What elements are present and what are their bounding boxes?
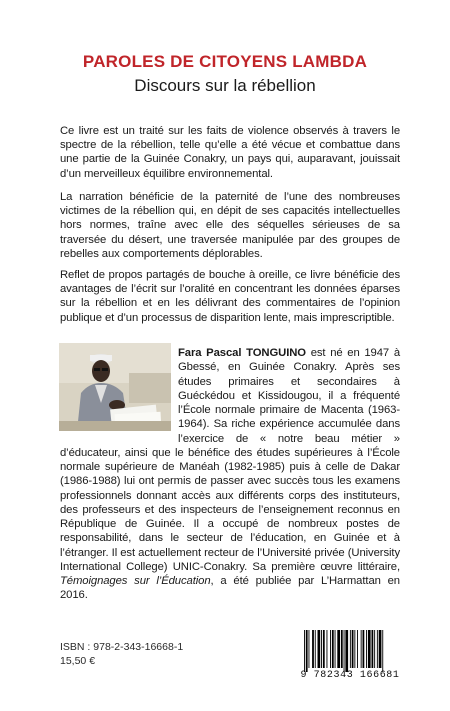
barcode-bar bbox=[318, 630, 321, 668]
barcode-bar bbox=[321, 630, 322, 668]
barcode-bar bbox=[361, 630, 362, 668]
price: 15,50 € bbox=[60, 655, 96, 667]
barcode-bar bbox=[330, 630, 331, 668]
barcode-bar bbox=[382, 630, 383, 672]
barcode bbox=[300, 630, 410, 672]
barcode-bar bbox=[332, 630, 334, 668]
isbn: ISBN : 978-2-343-16668-1 bbox=[60, 641, 184, 653]
author-name: Fara Pascal TONGUINO bbox=[178, 347, 306, 359]
barcode-bar bbox=[337, 630, 340, 668]
author-bio bbox=[60, 346, 400, 603]
isbn-block bbox=[60, 640, 183, 668]
barcode-bar bbox=[341, 630, 343, 668]
barcode-bar bbox=[323, 630, 325, 668]
book-title: PAROLES DE CITOYENS LAMBDA bbox=[82, 52, 368, 71]
barcode-bar bbox=[354, 630, 355, 668]
author-bio-text-end: , a été publiée par L’Harmattan en 2016. bbox=[60, 575, 400, 602]
barcode-bar bbox=[350, 630, 351, 668]
barcode-bar bbox=[345, 630, 348, 672]
author-bio-text: est né en 1947 à Gbessé, en Guinée Conakry. Après ses études primaires et secondaires à Guéckédou et Kissidougou, il a fréquenté l’École normale primaire de Macenta (1963-1964). Sa riche expérience accumulée dans l’exercice de « notre beau métier » d’éducateur, ainsi que le bénéfice des études supérieures à l’École normale supérieure de Manéah (1982-1985) puis à celle de Dakar (1986-1988) lui ont permis de passer avec succès tous les examens professionnels donnant accès aux différents corps des instituteurs, des professeurs et des inspecteurs de l’enseignement reconnus en République de Guinée. Il a occupé de nombreux postes de responsabilité, dans le secteur de l’éducation, en Guinée et à l’étranger. Il est actuellement recteur de l’Université privée (University International College) UNIC-Conakry. Sa première œuvre littéraire, bbox=[60, 347, 400, 573]
barcode-bar bbox=[372, 630, 374, 668]
previous-book-title: Témoignages sur l’Éducation bbox=[60, 575, 211, 587]
barcode-bar bbox=[374, 630, 375, 668]
barcode-bar bbox=[368, 630, 371, 668]
barcode-bar bbox=[352, 630, 354, 668]
blurb-paragraph-3: Reflet de propos partagés de bouche à oreille, ce livre bénéficie des avantages de l’écrit sur l’oralité en concentrant les données éparses sur la rébellion et en les délivrant des commentaires de l’opinion publique et d’un processus de disparition lente, mais imprescriptible. bbox=[60, 269, 400, 324]
barcode-bar bbox=[357, 630, 358, 668]
barcode-bar bbox=[377, 630, 378, 668]
barcode-bar bbox=[379, 630, 382, 668]
barcode-number: 9 782343 166681 bbox=[300, 670, 400, 681]
barcode-bar bbox=[312, 630, 314, 668]
barcode-bar bbox=[304, 630, 305, 672]
barcode-bar bbox=[315, 630, 316, 668]
barcode-bar bbox=[344, 630, 345, 672]
barcode-bar bbox=[309, 630, 310, 668]
barcode-bar bbox=[306, 630, 308, 672]
blurb-paragraph-2: La narration bénéficie de la paternité de l’une des nombreuses victimes de la rébellion qui, en dépit de ses capacités intellectuelles hors normes, traîne avec elle des séquelles sérieuses de sa traversée du désert, une traversée manipulée par des groupes de rebelles aux comportements déplorables. bbox=[60, 191, 400, 260]
barcode-bar bbox=[335, 630, 336, 668]
blurb-paragraph-1: Ce livre est un traité sur les faits de violence observés à travers le spectre de la rébellion, telle qu’elle a été vécue et combattue dans une partie de la Guinée Conakry, un pays qui, auparavant, jouissait d’un merveilleux équilibre environnemental. bbox=[60, 125, 400, 180]
barcode-bar bbox=[363, 630, 365, 668]
barcode-bar bbox=[366, 630, 367, 668]
book-subtitle: Discours sur la rébellion bbox=[134, 76, 316, 95]
barcode-bar bbox=[327, 630, 328, 668]
